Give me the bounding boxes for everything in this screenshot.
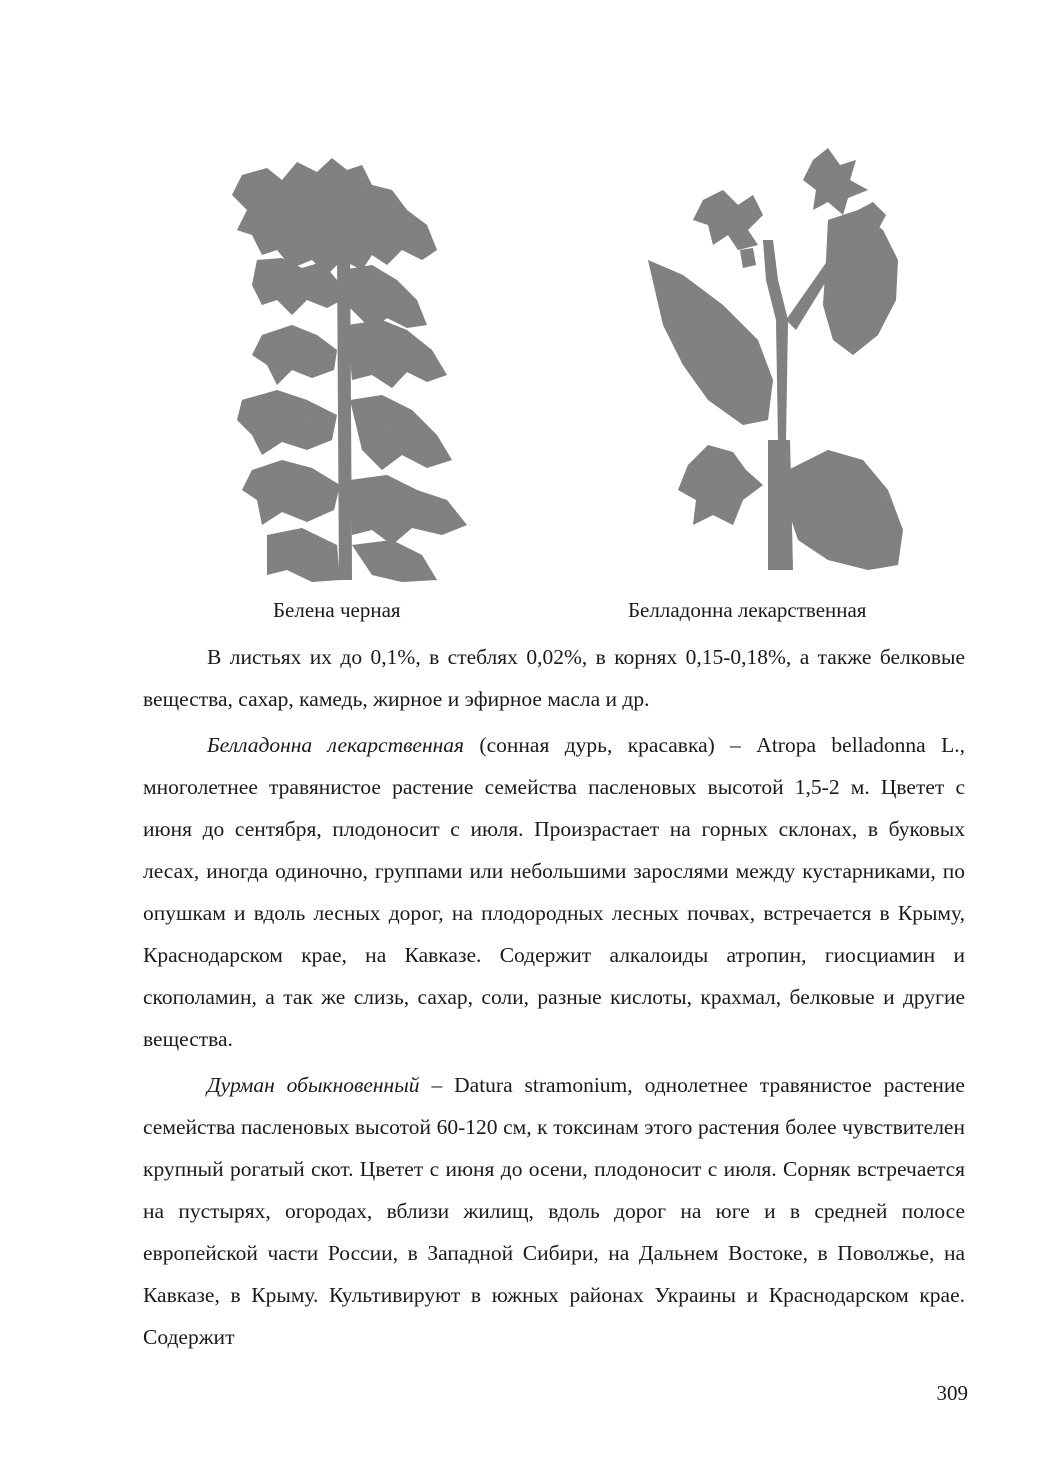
paragraph-belladonna-text: (сонная дурь, красавка) – Atropa belladonna L., многолетнее травянистое растение семейства пасленовых высотой 1,5-2 м. Цветет с июня до сентября, плодоносит с июля. Произрастает на горных склонах, в буковых лесах, иногда одиночно, группами или небольшими зарослями между кустарниками, по опушкам и вдоль лесных дорог, на плодородных лесных почвах, встречается в Крыму, Краснодарском крае, на Кавказе. Содержит алкалоиды атропин, гиосциамин и скополамин, а так же слизь, сахар, соли, разные кислоты, крахмал, белковые и другие вещества. [143, 733, 965, 1051]
belladonna-caption: Белладонна лекарственная [628, 598, 867, 622]
term-datura: Дурман обыкновенный [207, 1073, 420, 1097]
henbane-illustration [222, 150, 480, 590]
henbane-drawing [222, 150, 480, 590]
paragraph-datura [143, 1064, 965, 1358]
belladonna-illustration [628, 140, 918, 585]
paragraph-alkaloid-content: В листьях их до 0,1%, в стеблях 0,02%, в корнях 0,15-0,18%, а также белковые вещества, сахар, камедь, жирное и эфирное масла и др. [143, 645, 965, 711]
term-belladonna: Белладонна лекарственная [207, 733, 465, 757]
body-text [143, 636, 965, 1358]
henbane-caption: Белена черная [273, 598, 401, 622]
page-number: 309 [936, 1381, 968, 1405]
belladonna-drawing [628, 140, 918, 585]
paragraph-datura-text: – Datura stramonium, однолетнее травянистое растение семейства пасленовых высотой 60-120 см, к токсинам этого растения более чувствителен крупный рогатый скот. Цветет с июня до осени, плодоносит с июля. Сорняк встречается на пустырях, огородах, вблизи жилищ, вдоль дорог на юге и в средней полосе европейской части России, в Западной Сибири, на Дальнем Востоке, в Поволжье, на Кавказе, в Крыму. Культивируют в южных районах Украины и Краснодарском крае. Содержит [143, 1073, 965, 1349]
paragraph-belladonna [143, 724, 965, 1060]
